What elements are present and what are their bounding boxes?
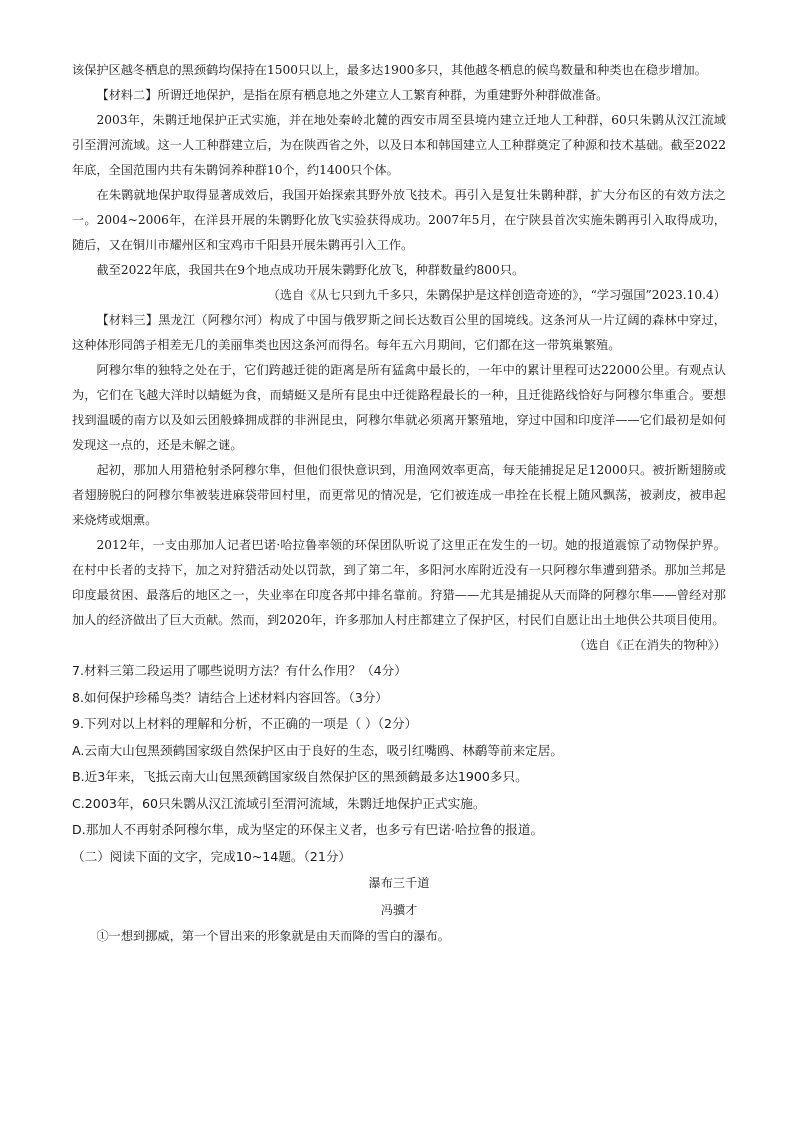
question-9-option-b: B.近3年来，飞抵云南大山包黑颈鹤国家级自然保护区的黑颈鹤最多达1900多只。 — [72, 769, 528, 784]
essay-paragraph-1: ①一想到挪威，第一个冒出来的形象就是由天而降的雪白的瀑布。 — [96, 929, 450, 943]
material2-paragraph-1: 2003年，朱鹮迁地保护正式实施，并在地处秦岭北麓的西安市周至县境内建立迁地人工种群，60只朱鹮从汉江流域引至渭河流域。这一人工种群建立后，为在陕西省之外，以及日本和韩国建立人工种群奠定了种源和技术基础。截至2022年底，全国范围内共有朱鹮饲养种群10个，约1400只个体。 — [72, 113, 726, 177]
material1-tail: 该保护区越冬栖息的黑颈鹤均保持在1500只以上，最多达1900多只，其他越冬栖息的候鸟数量和种类也在稳步增加。 — [72, 63, 707, 77]
essay-author: 冯骥才 — [380, 903, 418, 917]
material2-paragraph-3: 截至2022年底，我国共在9个地点成功开展朱鹮野化放飞，种群数量约800只。 — [96, 263, 525, 277]
material3-source: （选自《正在消失的物种》） — [573, 638, 726, 652]
material3-intro: 【材料三】黑龙江（阿穆尔河）构成了中国与俄罗斯之间长达数百公里的国境线。这条河从一片辽阔的森林中穿过，这种体形同鸽子相差无几的美丽隼类也因这条河而得名。每年五六月期间，它们都在这一带筑巢繁殖。 — [72, 313, 726, 352]
question-9-option-a: A.云南大山包黑颈鹤国家级自然保护区由于良好的生态，吸引红嘴鸥、林鹬等前来定居。 — [72, 742, 563, 758]
material2-intro: 【材料二】所谓迁地保护，是指在原有栖息地之外建立人工繁育种群，为重建野外种群做准备。 — [96, 88, 609, 102]
question-9-option-d: D.那加人不再射杀阿穆尔隼，成为坚定的环保主义者，也多亏有巴诺·哈拉鲁的报道。 — [72, 822, 544, 837]
material2-paragraph-2: 在朱鹮就地保护取得显著成效后，我国开始探索其野外放飞技术。再引入是复壮朱鹮种群，扩大分布区的有效方法之一。2004~2006年，在洋县开展的朱鹮野化放飞实验获得成功。2007年5月，在宁陕县首次实施朱鹮再引入取得成功，随后，又在铜川市耀州区和宝鸡市千阳县开展朱鹮再引入工作。 — [72, 188, 726, 252]
essay-title: 瀑布三千道 — [368, 876, 430, 890]
question-8: 8.如何保护珍稀鸟类？请结合上述材料内容回答。（3分） — [72, 689, 388, 705]
exam-page — [72, 58, 726, 949]
material3-paragraph-1: 阿穆尔隼的独特之处在于，它们跨越迁徙的距离是所有猛禽中最长的，一年中的累计里程可达22000公里。有观点认为，它们在飞越大洋时以蜻蜓为食，而蜻蜓又是所有昆虫中迁徙路程最长的一种，且迁徙路线恰好与阿穆尔隼重合。要想找到温暖的南方以及如云团般蜂拥成群的非洲昆虫，阿穆尔隼就必须离开繁殖地，穿过中国和印度洋——它们最初是如何发现这一点的，还是未解之谜。 — [72, 363, 726, 452]
material3-paragraph-3: 2012年，一支由那加人记者巴诺·哈拉鲁率领的环保团队听说了这里正在发生的一切。她的报道震惊了动物保护界。在村中长者的支持下，加之对狩猎活动处以罚款，到了第二年，多阳河水库附近没有一只阿穆尔隼遭到猎杀。那加兰邦是印度最贫困、最落后的地区之一，失业率在印度各邦中排名靠前。狩猎——尤其是捕捉从天而降的阿穆尔隼——曾经对那加人的经济做出了巨大贡献。然而，到2020年，许多那加人村庄都建立了保护区，村民们自愿让出土地供公共项目使用。 — [72, 538, 726, 627]
question-9-option-c: C.2003年，60只朱鹮从汉江流域引至渭河流域，朱鹮迁地保护正式实施。 — [72, 795, 486, 811]
material2-source: （选自《从七只到九千多只，朱鹮保护是这样创造奇迹的》，“学习强国”2023.10.4） — [267, 288, 726, 302]
question-9: 9.下列对以上材料的理解和分析，不正确的一项是（ ）（2分） — [72, 716, 418, 731]
question-7: 7.材料三第二段运用了哪些说明方法？有什么作用？（4分） — [72, 663, 407, 678]
material3-paragraph-2: 起初，那加人用猎枪射杀阿穆尔隼，但他们很快意识到，用渔网效率更高，每天能捕捉足足12000只。被折断翅膀或者翅膀脱臼的阿穆尔隼被装进麻袋带回村里，而更常见的情况是，它们被连成一串拴在长棍上随风飘荡，被剥皮，被串起来烧烤或烟熏。 — [72, 463, 726, 527]
section-2-heading: （二）阅读下面的文字，完成10~14题。（21分） — [72, 848, 352, 864]
